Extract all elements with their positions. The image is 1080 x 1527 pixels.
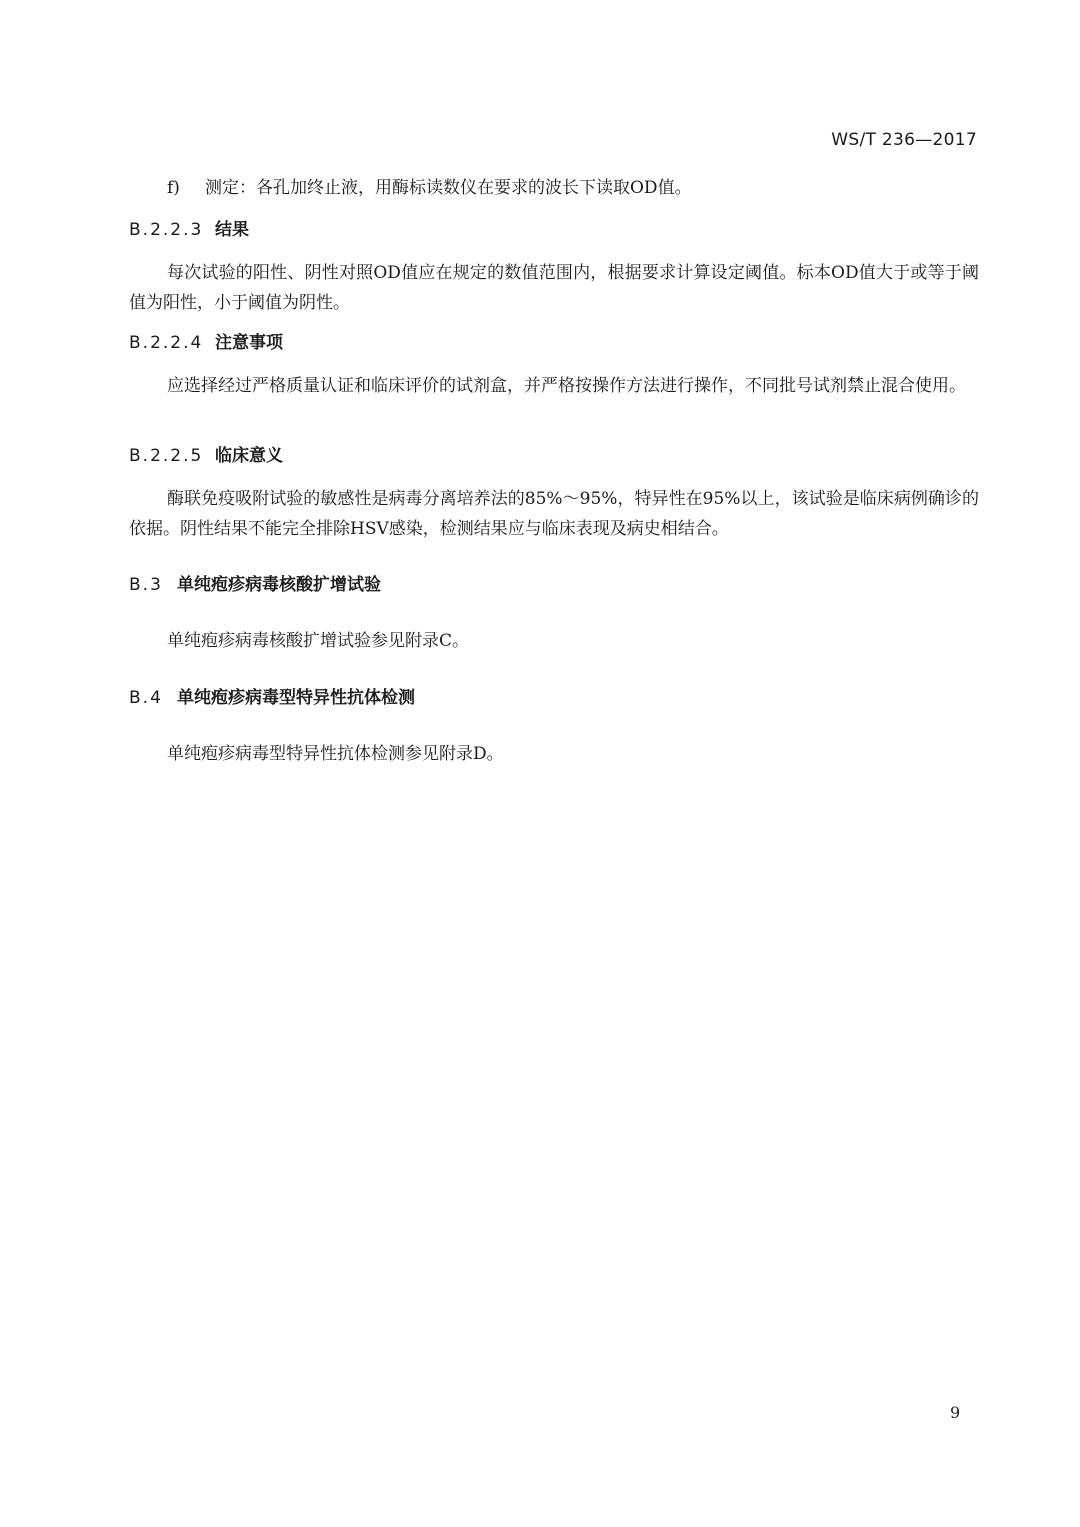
section-body-b223: 每次试验的阳性、阴性对照OD值应在规定的数值范围内，根据要求计算设定阈值。标本OD值大于或等于阈值为阳性，小于阈值为阴性。 — [129, 263, 979, 313]
section-heading-b225 — [129, 443, 283, 469]
section-body-b224: 应选择经过严格质量认证和临床评价的试剂盒，并严格按操作方法进行操作，不同批号试剂禁止混合使用。 — [167, 376, 966, 396]
section-title: 临床意义 — [215, 446, 283, 466]
section-heading-b224 — [129, 330, 283, 356]
list-item-f — [167, 173, 692, 203]
list-marker: f) — [167, 178, 180, 198]
section-body-b4: 单纯疱疹病毒型特异性抗体检测参见附录D。 — [167, 744, 504, 764]
section-title: 单纯疱疹病毒核酸扩增试验 — [177, 575, 381, 595]
section-heading-b223 — [129, 217, 249, 243]
page-number: 9 — [950, 1403, 961, 1422]
section-body-b225: 酶联免疫吸附试验的敏感性是病毒分离培养法的85%～95%，特异性在95%以上，该试验是临床病例确诊的依据。阴性结果不能完全排除HSV感染，检测结果应与临床表现及病史相结合。 — [129, 489, 979, 539]
section-number: B.4 — [129, 688, 163, 708]
section-heading-b3 — [129, 572, 381, 598]
section-number: B.2.2.4 — [129, 333, 204, 353]
section-number: B.2.2.3 — [129, 220, 204, 240]
section-title: 单纯疱疹病毒型特异性抗体检测 — [177, 688, 415, 708]
section-body-b3: 单纯疱疹病毒核酸扩增试验参见附录C。 — [167, 631, 470, 651]
section-heading-b4 — [129, 685, 415, 711]
section-title: 注意事项 — [215, 333, 283, 353]
section-number: B.2.2.5 — [129, 446, 204, 466]
list-item-text: 测定：各孔加终止液，用酶标读数仪在要求的波长下读取OD值。 — [205, 178, 692, 198]
section-number: B.3 — [129, 575, 163, 595]
standard-code: WS/T 236—2017 — [831, 130, 977, 150]
section-title: 结果 — [215, 220, 249, 240]
